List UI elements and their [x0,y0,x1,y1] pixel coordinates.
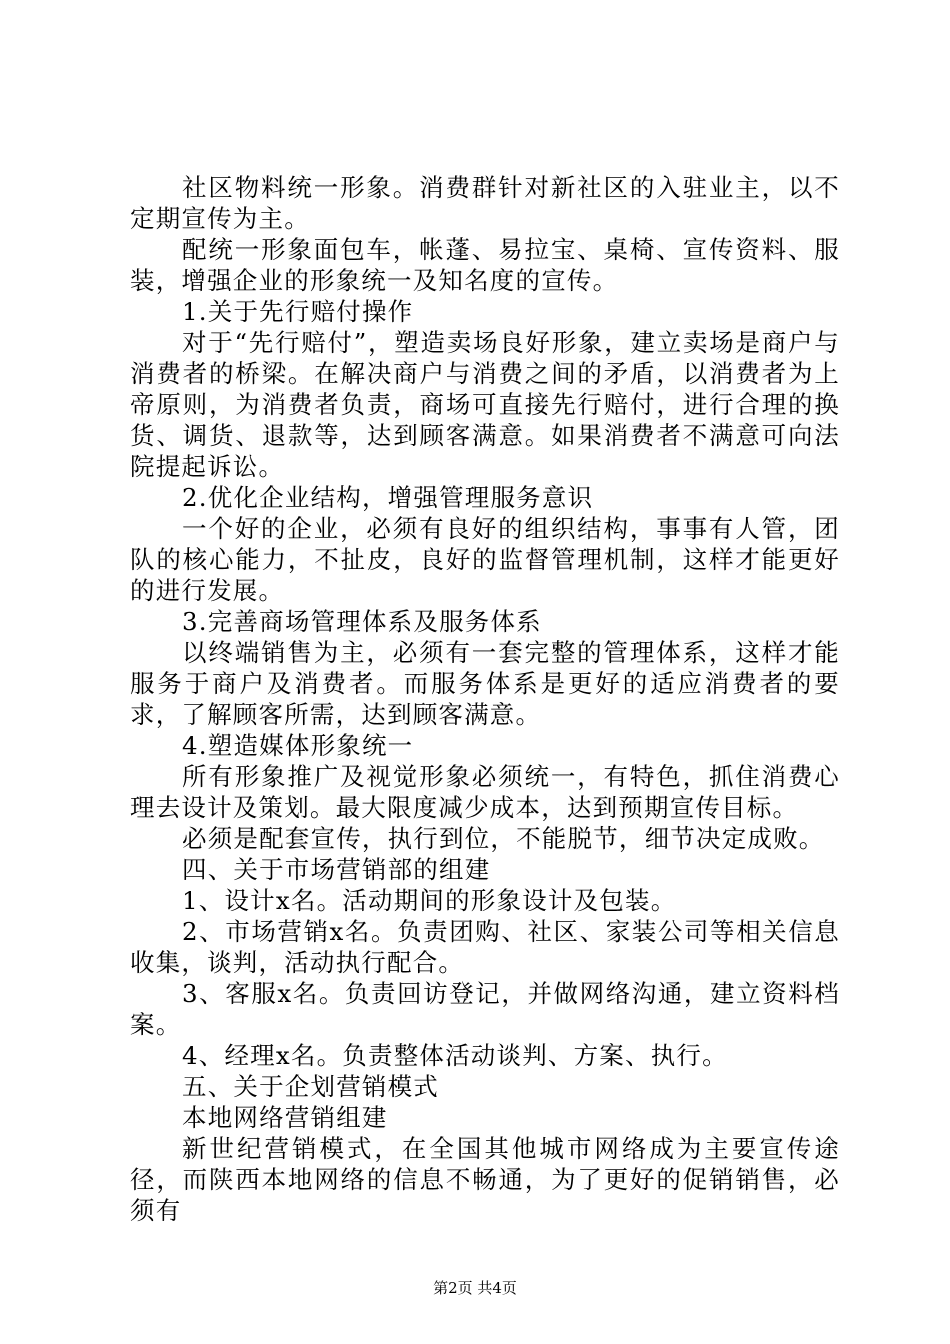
list-item: 3、客服x名。负责回访登记，并做网络沟通，建立资料档案。 [130,979,840,1039]
list-item: 2、市场营销x名。负责团购、社区、家装公司等相关信息收集，谈判，活动执行配合。 [130,917,840,977]
section-heading: 3.完善商场管理体系及服务体系 [182,607,542,636]
section-heading: 1.关于先行赔付操作 [182,297,414,326]
section-heading: 2.优化企业结构，增强管理服务意识 [182,483,594,512]
document-body [130,172,840,1226]
paragraph: 一个好的企业，必须有良好的组织结构，事事有人管，团队的核心能力，不扯皮，良好的监督管理机制，这样才能更好的进行发展。 [130,514,840,605]
paragraph: 以终端销售为主，必须有一套完整的管理体系，这样才能服务于商户及消费者。而服务体系是更好的适应消费者的要求，了解顾客所需，达到顾客满意。 [130,638,840,729]
paragraph: 所有形象推广及视觉形象必须统一，有特色，抓住消费心理去设计及策划。最大限度减少成本，达到预期宣传目标。 [130,762,840,822]
paragraph: 对于“先行赔付”，塑造卖场良好形象，建立卖场是商户与消费者的桥梁。在解决商户与消费之间的矛盾，以消费者为上帝原则，为消费者负责，商场可直接先行赔付，进行合理的换货、调货、退款等，达到顾客满意。如果消费者不满意可向法院提起诉讼。 [130,328,840,481]
paragraph: 社区物料统一形象。消费群针对新社区的入驻业主，以不定期宣传为主。 [130,173,840,233]
paragraph: 新世纪营销模式，在全国其他城市网络成为主要宣传途径，而陕西本地网络的信息不畅通，为了更好的促销销售，必须有 [130,1134,840,1225]
paragraph: 配统一形象面包车，帐蓬、易拉宝、桌椅、宣传资料、服装，增强企业的形象统一及知名度的宣传。 [130,235,840,295]
paragraph: 必须是配套宣传，执行到位，不能脱节，细节决定成败。 [182,824,825,853]
list-item: 4、经理x名。负责整体活动谈判、方案、执行。 [182,1041,728,1070]
section-heading: 4.塑造媒体形象统一 [182,731,414,760]
section-heading: 五、关于企划营销模式 [182,1072,439,1101]
section-heading: 四、关于市场营销部的组建 [182,855,491,884]
subsection-heading: 本地网络营销组建 [182,1103,388,1132]
list-item: 1、设计x名。活动期间的形象设计及包装。 [182,886,677,915]
page-number-footer: 第2页 共4页 [433,1279,517,1297]
